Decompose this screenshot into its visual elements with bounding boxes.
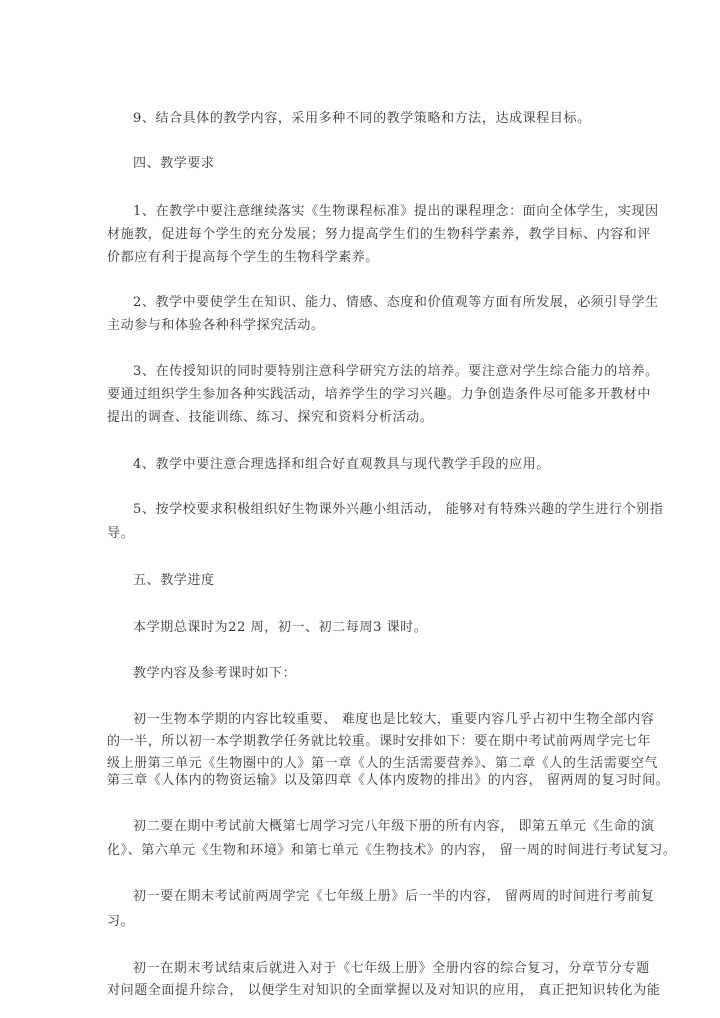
requirement-5-line-2: 导。: [107, 526, 135, 541]
schedule-total-hours: 本学期总课时为22 周，初一、初二每周3 课时。: [133, 620, 428, 635]
grade1-plan-line-2: 的一半，所以初一本学期教学任务就比较重。课时安排如下：要在期中考试前两周学完七年: [107, 734, 652, 749]
item-9-objectives: 9、结合具体的教学内容，采用多种不同的教学策略和方法，达成课程目标。: [133, 111, 591, 126]
grade1-plan-line-3: 级上册第三单元《生物圈中的人》第一章《人的生活需要营养》、第二章《人的生活需要空气: [107, 756, 659, 771]
grade1-review-plan-line-2: 对问题全面提升综合， 以便学生对知识的全面掌握以及对知识的应用， 真正把知识转化为能: [107, 983, 661, 998]
grade1-final-plan-line-1: 初一要在期末考试前两周学完《七年级上册》后一半的内容， 留两周的时间进行考前复: [133, 889, 655, 904]
requirement-5-line-1: 5、按学校要求积极组织好生物课外兴趣小组活动， 能够对有特殊兴趣的学生进行个别指: [133, 502, 664, 517]
requirement-3-line-3: 提出的调查、技能训练、练习、探究和资料分析活动。: [107, 410, 434, 425]
grade1-plan-line-4: 第三章《人体内的物资运输》以及第四章《人体内废物的排出》的内容， 留两周的复习时间。: [107, 773, 670, 788]
requirement-4: 4、教学中要注意合理选择和组合好直观教具与现代教学手段的应用。: [133, 457, 550, 472]
grade1-final-plan-line-2: 习。: [107, 914, 135, 929]
requirement-1-line-3: 价都应有利于提高每个学生的生物科学素养。: [107, 250, 380, 265]
requirement-1-line-1: 1、在教学中要注意继续落实《生物课程标准》提出的课程理念：面向全体学生，实现因: [133, 204, 659, 219]
requirement-2-line-1: 2、教学中要使学生在知识、能力、情感、态度和价值观等方面有所发展，必须引导学生: [133, 295, 659, 310]
requirement-1-line-2: 材施教，促进每个学生的充分发展；努力提高学生们的生物科学素养，教学目标、内容和评: [107, 227, 652, 242]
requirement-2-line-2: 主动参与和体验各种科学探究活动。: [107, 318, 325, 333]
grade1-plan-line-1: 初一生物本学期的内容比较重要、 难度也是比较大，重要内容几乎占初中生物全部内容: [133, 712, 655, 727]
grade2-plan-line-1: 初二要在期中考试前大概第七周学习完八年级下册的所有内容， 即第五单元《生命的演: [133, 819, 655, 834]
grade2-plan-line-2: 化》、第六单元《生物和环境》和第七单元《生物技术》的内容， 留一周的时间进行考试复习。: [107, 843, 677, 858]
schedule-intro: 教学内容及参考课时如下：: [133, 666, 297, 681]
requirement-3-line-1: 3、在传授知识的同时要特别注意科学研究方法的培养。要注意对学生综合能力的培养。: [133, 364, 659, 379]
requirement-3-line-2: 要通过组织学生参加各种实践活动，培养学生的学习兴趣。力争创造条件尽可能多开教材中: [107, 387, 652, 402]
grade1-review-plan-line-1: 初一在期末考试结束后就进入对于《七年级上册》全册内容的综合复习，分章节分专题: [133, 961, 650, 976]
section-heading-teaching-requirements: 四、教学要求: [133, 156, 215, 171]
section-heading-teaching-schedule: 五、教学进度: [133, 573, 215, 588]
